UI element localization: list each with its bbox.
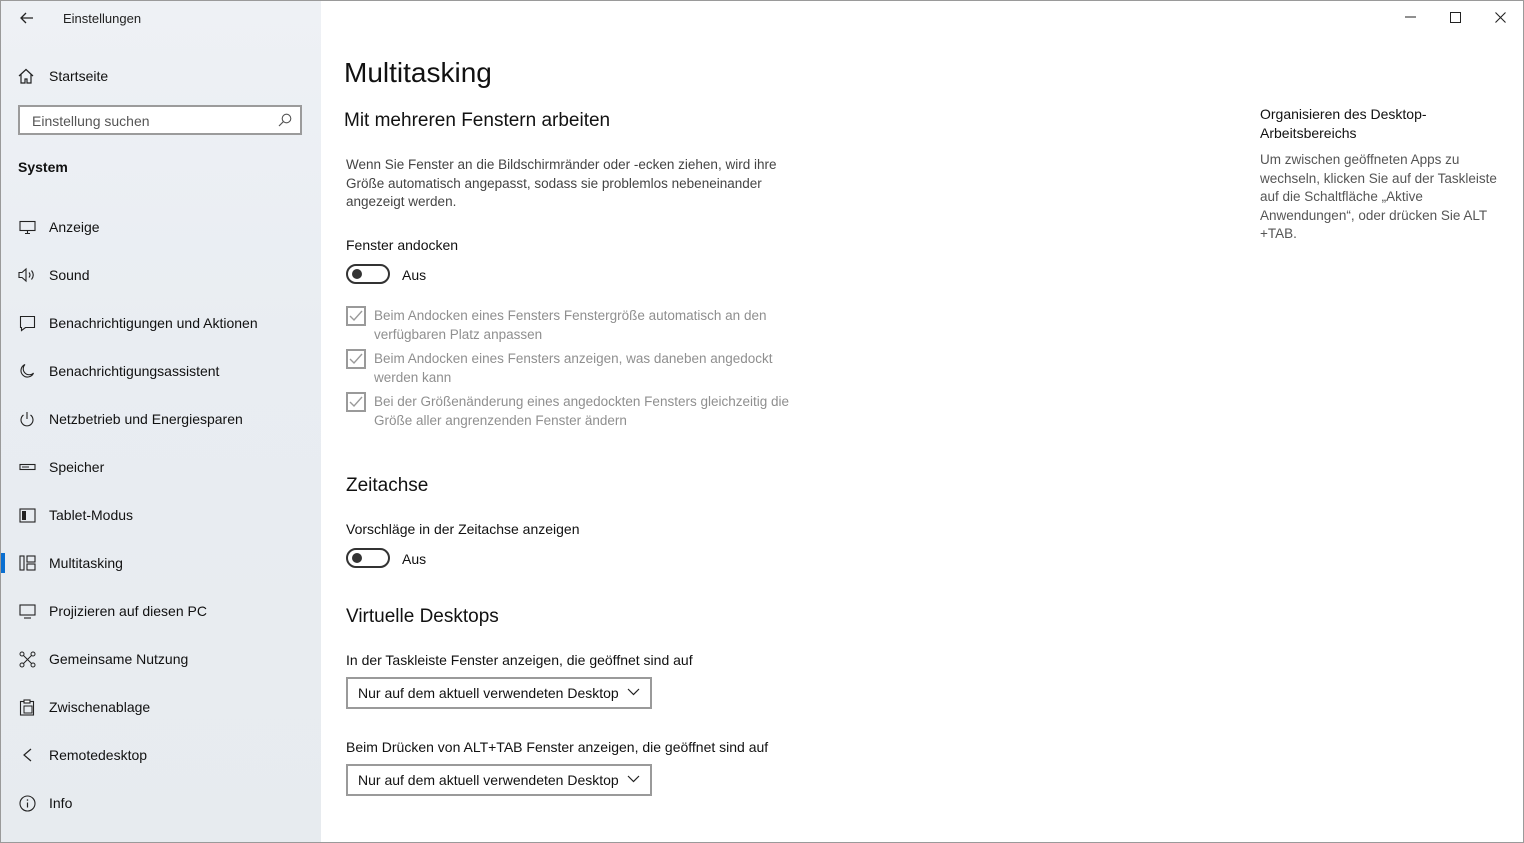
sidebar-item-anzeige[interactable]: [1, 203, 321, 251]
maximize-button[interactable]: [1432, 1, 1478, 33]
power-icon: [19, 411, 35, 428]
sidebar-item-label: Remotedesktop: [49, 747, 148, 763]
sidebar-item-label: Benachrichtigungen und Aktionen: [49, 315, 258, 331]
minimize-icon: [1405, 16, 1416, 18]
sidebar-item-label: Gemeinsame Nutzung: [49, 651, 189, 667]
sidebar-item-assistent[interactable]: [1, 347, 321, 395]
taskbar-dropdown[interactable]: [346, 677, 652, 709]
app-title: Einstellungen: [63, 11, 142, 26]
home-icon: [17, 68, 35, 84]
minimize-button[interactable]: [1387, 1, 1433, 33]
snap-option-checkbox-3[interactable]: [346, 392, 366, 412]
taskbar-dropdown-value: Nur auf dem aktuell verwendeten Desktop: [358, 685, 619, 701]
search-box[interactable]: [18, 105, 302, 135]
multitasking-icon: [19, 555, 36, 571]
speaker-icon: [18, 267, 36, 283]
desktops-heading: Virtuelle Desktops: [346, 606, 499, 627]
sidebar-item-benachrichtigungen[interactable]: [1, 299, 321, 347]
sidebar-item-info[interactable]: [1, 779, 321, 827]
snap-option-checkbox-1[interactable]: [346, 306, 366, 326]
home-link[interactable]: [17, 65, 108, 87]
sidebar-item-label: Multitasking: [49, 555, 123, 571]
sidebar-item-projizieren[interactable]: [1, 587, 321, 635]
sidebar-item-speicher[interactable]: [1, 443, 321, 491]
snap-toggle-state: Aus: [402, 267, 427, 283]
page-title: Multitasking: [344, 57, 492, 88]
sidebar-item-label: Sound: [49, 267, 90, 283]
sidebar-item-zwischenablage[interactable]: [1, 683, 321, 731]
timeline-toggle[interactable]: [346, 548, 390, 568]
sidebar-nav: [1, 203, 321, 827]
sidebar-item-gemeinsam[interactable]: [1, 635, 321, 683]
snap-option-text-3: Bei der Größenänderung eines angedockten Fensters gleichzeitig die Größe aller angrenzenden Fenster ändern: [374, 394, 790, 428]
sidebar-item-tablet[interactable]: [1, 491, 321, 539]
taskbar-setting-label: In der Taskleiste Fenster anzeigen, die geöffnet sind auf: [346, 652, 693, 668]
timeline-toggle-state: Aus: [402, 551, 427, 567]
sidebar-item-label: Tablet-Modus: [49, 507, 134, 523]
chevron-down-icon: [627, 775, 640, 783]
alttab-setting-label: Beim Drücken von ALT+TAB Fenster anzeigen, die geöffnet sind auf: [346, 739, 769, 755]
checkmark-icon: [349, 353, 363, 365]
sidebar-item-label: Benachrichtigungsassistent: [49, 363, 220, 379]
maximize-icon: [1450, 12, 1461, 23]
sidebar-item-label: Projizieren auf diesen PC: [49, 603, 207, 619]
section-label: System: [18, 159, 68, 175]
sidebar-item-sound[interactable]: [1, 251, 321, 299]
search-icon[interactable]: [278, 113, 292, 127]
snap-toggle[interactable]: [346, 264, 390, 284]
alttab-dropdown-value: Nur auf dem aktuell verwendeten Desktop: [358, 772, 619, 788]
back-arrow-icon: [20, 12, 34, 24]
snap-description: Wenn Sie Fenster an die Bildschirmränder oder -ecken ziehen, wird ihre Größe automatisch angepasst, sodass sie problemlos nebeneinander angezeigt werden.: [346, 157, 777, 209]
remote-icon: [19, 747, 35, 763]
sidebar-item-label: Anzeige: [49, 219, 100, 235]
snap-option-text-2: Beim Andocken eines Fensters anzeigen, was daneben angedockt werden kann: [374, 351, 773, 385]
message-icon: [19, 315, 36, 332]
monitor-icon: [19, 220, 36, 235]
alttab-dropdown[interactable]: [346, 764, 652, 796]
snap-heading: Mit mehreren Fenstern arbeiten: [344, 110, 611, 131]
snap-option-checkbox-2[interactable]: [346, 349, 366, 369]
clipboard-icon: [19, 699, 35, 716]
sidebar: [1, 1, 321, 842]
checkmark-icon: [349, 396, 363, 408]
back-button[interactable]: [13, 7, 41, 29]
search-input[interactable]: [30, 112, 274, 130]
close-button[interactable]: [1477, 1, 1523, 33]
aside-text: Um zwischen geöffneten Apps zu wechseln, klicken Sie auf der Taskleiste auf die Schaltfläche „Aktive Anwendungen“, oder drücken Sie ALT +TAB.: [1260, 152, 1497, 241]
info-icon: [19, 795, 36, 812]
timeline-heading: Zeitachse: [346, 475, 429, 496]
aside-title: Organisieren des Desktop-Arbeitsbereichs: [1260, 106, 1427, 141]
sidebar-item-remotedesktop[interactable]: [1, 731, 321, 779]
checkmark-icon: [349, 310, 363, 322]
snap-toggle-label: Fenster andocken: [346, 237, 459, 253]
sidebar-item-label: Zwischenablage: [49, 699, 151, 715]
close-icon: [1495, 12, 1506, 23]
sidebar-item-multitasking[interactable]: [1, 539, 321, 587]
project-icon: [19, 604, 36, 619]
sidebar-item-label: Speicher: [49, 459, 105, 475]
snap-option-text-1: Beim Andocken eines Fensters Fenstergröße automatisch an den verfügbaren Platz anpassen: [374, 308, 767, 342]
storage-icon: [19, 463, 36, 471]
sidebar-item-label: Info: [49, 795, 73, 811]
share-icon: [19, 651, 36, 668]
moon-icon: [19, 363, 35, 379]
sidebar-item-label: Netzbetrieb und Energiesparen: [49, 411, 243, 427]
timeline-toggle-label: Vorschläge in der Zeitachse anzeigen: [346, 521, 580, 537]
chevron-down-icon: [627, 688, 640, 696]
sidebar-item-netzbetrieb[interactable]: [1, 395, 321, 443]
home-label: Startseite: [49, 68, 109, 84]
tablet-icon: [19, 508, 36, 523]
